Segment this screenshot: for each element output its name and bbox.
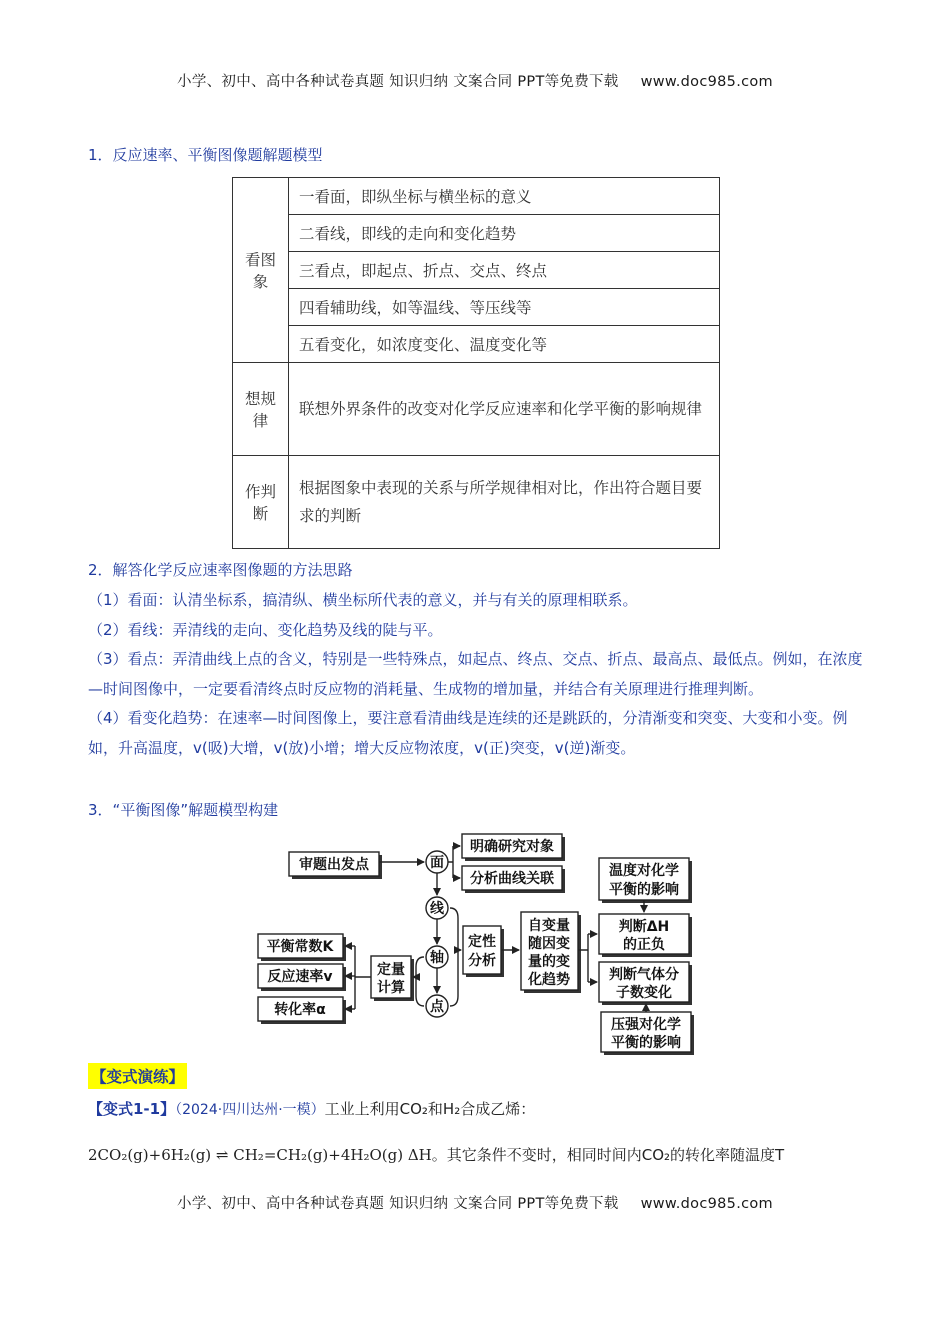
flow-gas-1: 判断气体分	[609, 967, 679, 983]
page-footer	[0, 1192, 950, 1213]
page-header	[0, 70, 950, 91]
category-rules: 想规律	[233, 363, 289, 456]
method-face: （1）看面：认清坐标系，搞清纵、横坐标所代表的意义，并与有关的原理相联系。	[88, 591, 638, 609]
flow-qual-2: 分析	[468, 953, 496, 969]
header-site[interactable]: www.doc985.com	[640, 74, 773, 90]
flowchart	[0, 826, 950, 1056]
flow-gas-2: 子数变化	[616, 985, 672, 1001]
practice-text: 工业上利用CO₂和H₂合成乙烯：	[324, 1100, 536, 1118]
flow-temp-1: 温度对化学	[609, 863, 679, 879]
flow-k: 平衡常数K	[266, 939, 334, 955]
flow-line: 线	[430, 901, 444, 917]
flow-quant-2: 计算	[377, 980, 405, 996]
flow-qual-1: 定性	[468, 934, 496, 950]
category-look: 看图象	[233, 178, 289, 363]
practice-question	[88, 1098, 535, 1119]
flow-dh-2: 的正负	[623, 937, 665, 953]
practice-equation: 2CO₂(g)+6H₂(g) ⇌ CH₂=CH₂(g)+4H₂O(g) ΔH	[88, 1146, 432, 1164]
flow-rate: 反应速率v	[267, 969, 333, 985]
method-line: （2）看线：弄清线的走向、变化趋势及线的陡与平。	[88, 620, 443, 639]
header-text: 小学、初中、高中各种试卷真题 知识归纳 文案合同 PPT等免费下载	[177, 74, 619, 90]
practice-label: 【变式1-1】	[88, 1100, 176, 1118]
flow-trend-4: 化趋势	[528, 972, 570, 988]
method-trend: （4）看变化趋势：在速率—时间图像上，要注意看清曲线是连续的还是跳跃的，分清渐变和突变、大变和小变。例如，升高温度，v(吸)大增，v(放)小增；增大反应物浓度，v(正)突变，v(逆)渐变。	[88, 709, 848, 757]
footer-site[interactable]: www.doc985.com	[640, 1196, 773, 1212]
look-item-3: 三看点，即起点、折点、交点、终点	[289, 252, 720, 289]
model-table	[232, 177, 720, 549]
practice-equation-line	[88, 1144, 784, 1165]
footer-text: 小学、初中、高中各种试卷真题 知识归纳 文案合同 PPT等免费下载	[177, 1196, 619, 1212]
category-judge: 作判断	[233, 456, 289, 549]
flow-axis: 轴	[430, 950, 444, 966]
practice-source: （2024·四川达州·一模）	[175, 1102, 325, 1118]
flow-trend-2: 随因变	[528, 936, 570, 952]
look-item-4: 四看辅助线，如等温线、等压线等	[289, 289, 720, 326]
flow-trend-3: 量的变	[528, 954, 570, 970]
practice-cont: 。其它条件不变时，相同时间内CO₂的转化率随温度T	[431, 1146, 785, 1164]
look-item-1: 一看面，即纵坐标与横坐标的意义	[289, 178, 720, 215]
judge-desc: 根据图象中表现的关系与所学规律相对比，作出符合题目要求的判断	[289, 456, 720, 549]
flow-quant-1: 定量	[377, 962, 405, 978]
flow-conv: 转化率α	[274, 1002, 326, 1018]
flow-trend-1: 自变量	[528, 918, 570, 934]
flow-dh-1: 判断ΔH	[618, 919, 670, 935]
flow-pressure-1: 压强对化学	[611, 1017, 681, 1033]
flow-point: 点	[430, 999, 444, 1015]
flow-face: 面	[430, 855, 444, 871]
look-item-5: 五看变化，如浓度变化、温度变化等	[289, 326, 720, 363]
flow-clarify: 明确研究对象	[470, 839, 554, 855]
flow-temp-2: 平衡的影响	[609, 882, 679, 898]
section2-body	[88, 586, 868, 763]
flow-analyze: 分析曲线关联	[470, 871, 554, 887]
flow-start: 审题出发点	[299, 857, 369, 873]
flow-pressure-2: 平衡的影响	[611, 1035, 681, 1051]
method-point: （3）看点：弄清曲线上点的含义，特别是一些特殊点，如起点、终点、交点、折点、最高点、最低点。例如，在浓度—时间图像中，一定要看清终点时反应物的消耗量、生成物的增加量，并结合有关原理进行推理判断。	[88, 650, 863, 698]
look-item-2: 二看线，即线的走向和变化趋势	[289, 215, 720, 252]
practice-tag: 【变式演练】	[88, 1063, 187, 1089]
section2-title: 2．解答化学反应速率图像题的方法思路	[88, 561, 353, 579]
section1-title: 1．反应速率、平衡图像题解题模型	[88, 146, 323, 164]
rules-desc: 联想外界条件的改变对化学反应速率和化学平衡的影响规律	[289, 363, 720, 456]
section3-title: 3．“平衡图像”解题模型构建	[88, 801, 279, 819]
